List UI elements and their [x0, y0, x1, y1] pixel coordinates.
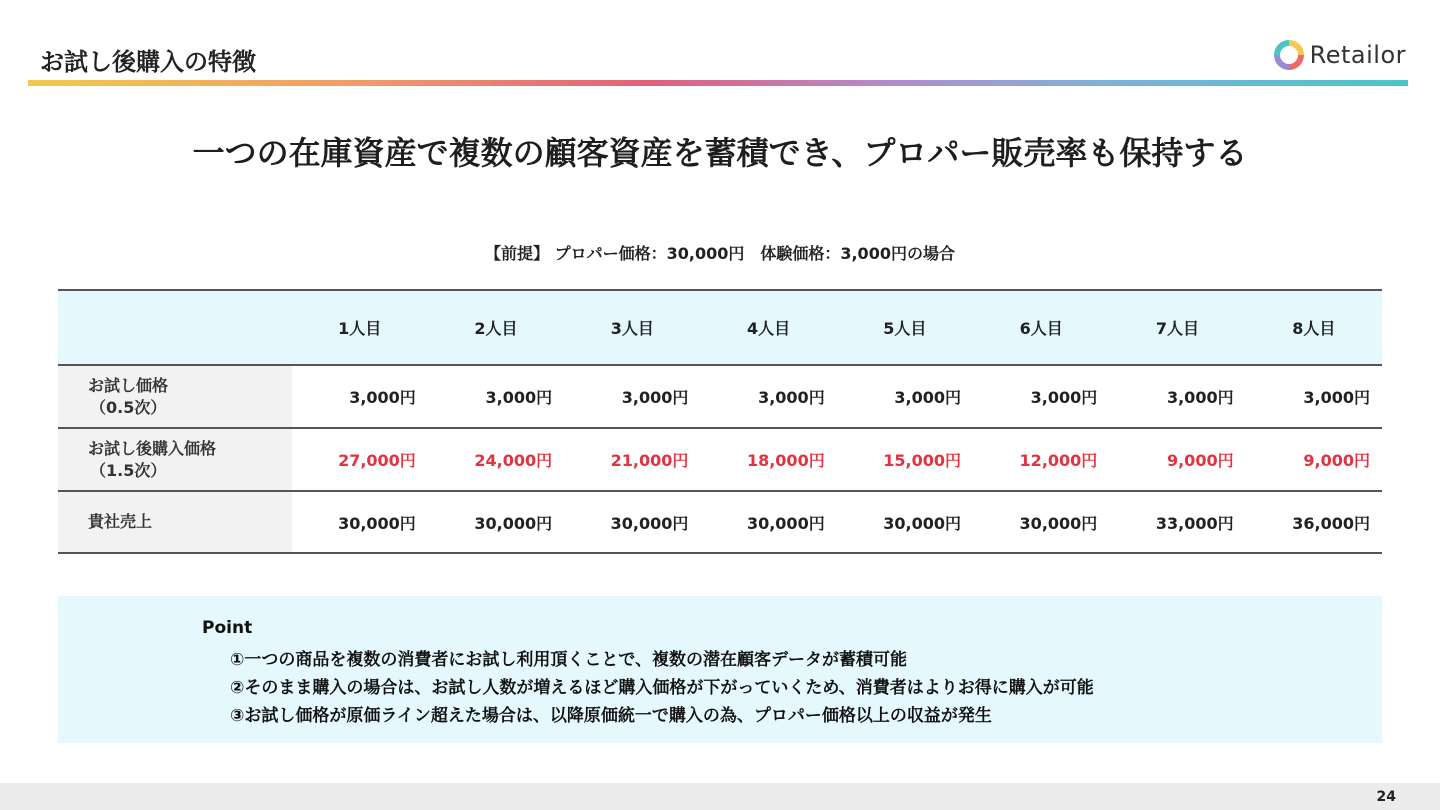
- table-cell: 12,000円: [1019, 451, 1098, 470]
- table-cell: 3,000円: [758, 388, 825, 407]
- table-cell: 36,000円: [1292, 513, 1370, 533]
- table-row: [58, 428, 1382, 491]
- column-header: 8人目: [1292, 319, 1336, 338]
- header-divider: [28, 80, 1408, 86]
- table-cell: 15,000円: [883, 451, 961, 470]
- ring-logo-icon: [1274, 40, 1304, 70]
- brand-name: Retailor: [1309, 41, 1406, 69]
- row-label: お試し後購入価格: [88, 438, 217, 458]
- table-cell: 30,000円: [1019, 513, 1098, 533]
- column-header: 4人目: [746, 319, 791, 338]
- table-row: [58, 491, 1382, 553]
- column-header: 7人目: [1155, 319, 1200, 338]
- row-sublabel: （1.5次）: [90, 460, 167, 480]
- table-cell: 3,000円: [349, 388, 416, 407]
- point-title: Point: [202, 618, 253, 638]
- headline: 一つの在庫資産で複数の顧客資産を蓄積でき、プロパー販売率も保持する: [192, 134, 1248, 172]
- table-cell: 18,000円: [746, 451, 825, 470]
- footer-bar: [0, 783, 1440, 810]
- table-cell: 30,000円: [474, 513, 553, 533]
- point-box: [58, 596, 1382, 743]
- premise-note: 【前提】 プロパー価格：30,000円 体験価格：3,000円の場合: [485, 244, 955, 263]
- brand-logo: [1274, 40, 1406, 70]
- column-header: 3人目: [610, 319, 654, 338]
- column-header: 1人目: [338, 319, 382, 338]
- table-cell: 30,000円: [610, 513, 689, 533]
- table-corner-cell: [58, 290, 292, 365]
- table-cell: 33,000円: [1155, 513, 1234, 533]
- column-header: 2人目: [474, 319, 518, 338]
- pricing-table: [58, 289, 1382, 554]
- row-label: 貴社売上: [88, 512, 153, 531]
- row-header: [58, 491, 292, 553]
- point-item: ②そのまま購入の場合は、お試し人数が増えるほど購入価格が下がっていくため、消費者はよりお得に購入が可能: [230, 678, 1094, 698]
- row-header: [58, 365, 292, 428]
- point-item: ①一つの商品を複数の消費者にお試し利用頂くことで、複数の潜在顧客データが蓄積可能: [230, 650, 908, 670]
- table-cell: 24,000円: [474, 451, 553, 470]
- row-header: [58, 428, 292, 491]
- table-cell: 3,000円: [894, 388, 961, 407]
- page-title: お試し後購入の特徴: [40, 48, 256, 76]
- table-row: [58, 365, 1382, 428]
- table-cell: 30,000円: [338, 513, 416, 533]
- table-header-row: [58, 290, 1382, 365]
- point-list: [230, 646, 1094, 730]
- table-cell: 9,000円: [1303, 451, 1370, 470]
- table-cell: 9,000円: [1166, 451, 1234, 470]
- table-cell: 30,000円: [883, 513, 961, 533]
- table-cell: 30,000円: [746, 513, 825, 533]
- row-label: お試し価格: [88, 375, 169, 395]
- point-item: ③お試し価格が原価ライン超えた場合は、以降原価統一で購入の為、プロパー価格以上の収益が発生: [230, 706, 992, 726]
- table-cell: 27,000円: [338, 451, 416, 470]
- row-sublabel: （0.5次）: [90, 397, 167, 417]
- table-cell: 3,000円: [1030, 388, 1098, 407]
- table-cell: 21,000円: [610, 451, 689, 470]
- table-cell: 3,000円: [485, 388, 553, 407]
- page-number: 24: [1376, 789, 1396, 805]
- table-cell: 3,000円: [621, 388, 689, 407]
- table-cell: 3,000円: [1166, 388, 1234, 407]
- table-cell: 3,000円: [1303, 388, 1370, 407]
- column-header: 5人目: [883, 319, 927, 338]
- column-header: 6人目: [1019, 319, 1063, 338]
